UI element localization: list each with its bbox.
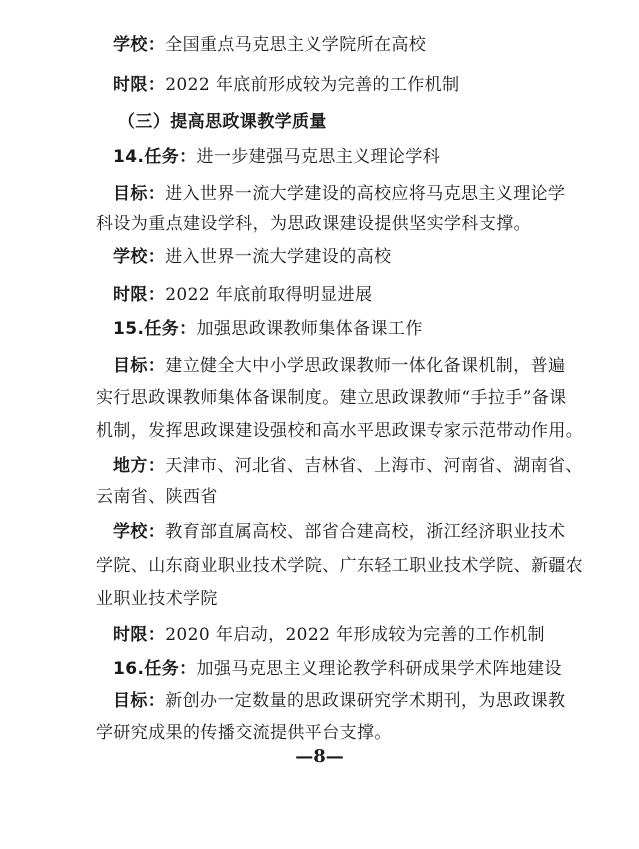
line-label: 目标： xyxy=(113,691,166,711)
doc-line-continued xyxy=(96,420,583,442)
line-text: 科设为重点建设学科，为思政课建设提供坚实学科支撑。 xyxy=(96,214,531,234)
line-label: 时限： xyxy=(113,75,166,95)
line-text: 学院、山东商业职业技术学院、广东轻工职业技术学院、新疆农 xyxy=(96,556,584,576)
line-text: 进一步建强马克思主义理论学科 xyxy=(196,147,441,167)
line-label: 时限： xyxy=(113,625,166,645)
doc-line xyxy=(113,74,459,96)
doc-line-continued xyxy=(96,486,218,508)
line-text: 学研究成果的传播交流提供平台支撑。 xyxy=(96,723,392,743)
line-label: 15.任务： xyxy=(113,319,197,339)
line-text: 业职业技术学院 xyxy=(96,589,218,609)
doc-line xyxy=(113,246,391,268)
line-text: 加强马克思主义理论教学科研成果学术阵地建设 xyxy=(196,659,562,679)
line-text: 实行思政课教师集体备课制度。建立思政课教师“手拉手”备课 xyxy=(96,388,567,408)
doc-line xyxy=(113,455,583,477)
doc-line xyxy=(113,521,565,543)
line-label: 地方： xyxy=(113,456,166,476)
line-label: 时限： xyxy=(113,285,166,305)
doc-line xyxy=(113,34,426,56)
doc-line-continued xyxy=(96,387,567,409)
line-text: 2022 年底前形成较为完善的工作机制 xyxy=(165,75,460,95)
line-text: 全国重点马克思主义学院所在高校 xyxy=(165,35,427,55)
doc-line xyxy=(113,183,565,205)
line-text: 云南省、陕西省 xyxy=(96,487,218,507)
line-label: 学校： xyxy=(113,522,166,542)
line-label: 16.任务： xyxy=(113,659,197,679)
line-label: 学校： xyxy=(113,35,166,55)
line-text: 新创办一定数量的思政课研究学术期刊，为思政课教 xyxy=(165,691,566,711)
doc-line xyxy=(113,658,562,680)
doc-line xyxy=(113,284,372,306)
line-text: 建立健全大中小学思政课教师一体化备课机制，普遍 xyxy=(165,356,566,376)
line-text: 教育部直属高校、部省合建高校，浙江经济职业技术 xyxy=(165,522,566,542)
doc-line-continued xyxy=(96,722,392,744)
doc-line xyxy=(113,146,440,168)
line-text: 进入世界一流大学建设的高校 xyxy=(165,247,392,267)
section-heading xyxy=(118,111,327,133)
doc-line-continued xyxy=(96,213,531,235)
doc-line-continued xyxy=(96,588,218,610)
line-text: 进入世界一流大学建设的高校应将马克思主义理论学 xyxy=(165,184,566,204)
doc-line xyxy=(113,355,565,377)
line-text: 加强思政课教师集体备课工作 xyxy=(196,319,423,339)
line-label: 14.任务： xyxy=(113,147,197,167)
doc-line-continued xyxy=(96,555,583,577)
line-label: 学校： xyxy=(113,247,166,267)
page-number: —8— xyxy=(295,746,344,767)
section-heading-text: （三）提高思政课教学质量 xyxy=(118,112,327,132)
doc-line xyxy=(113,318,423,340)
line-label: 目标： xyxy=(113,184,166,204)
line-text: 机制，发挥思政课建设强校和高水平思政课专家示范带动作用。 xyxy=(96,421,584,441)
line-label: 目标： xyxy=(113,356,166,376)
line-text: 2020 年启动，2022 年形成较为完善的工作机制 xyxy=(165,625,545,645)
doc-line xyxy=(113,690,565,712)
line-text: 天津市、河北省、吉林省、上海市、河南省、湖南省、 xyxy=(165,456,583,476)
line-text: 2022 年底前取得明显进展 xyxy=(165,285,373,305)
doc-line xyxy=(113,624,545,646)
